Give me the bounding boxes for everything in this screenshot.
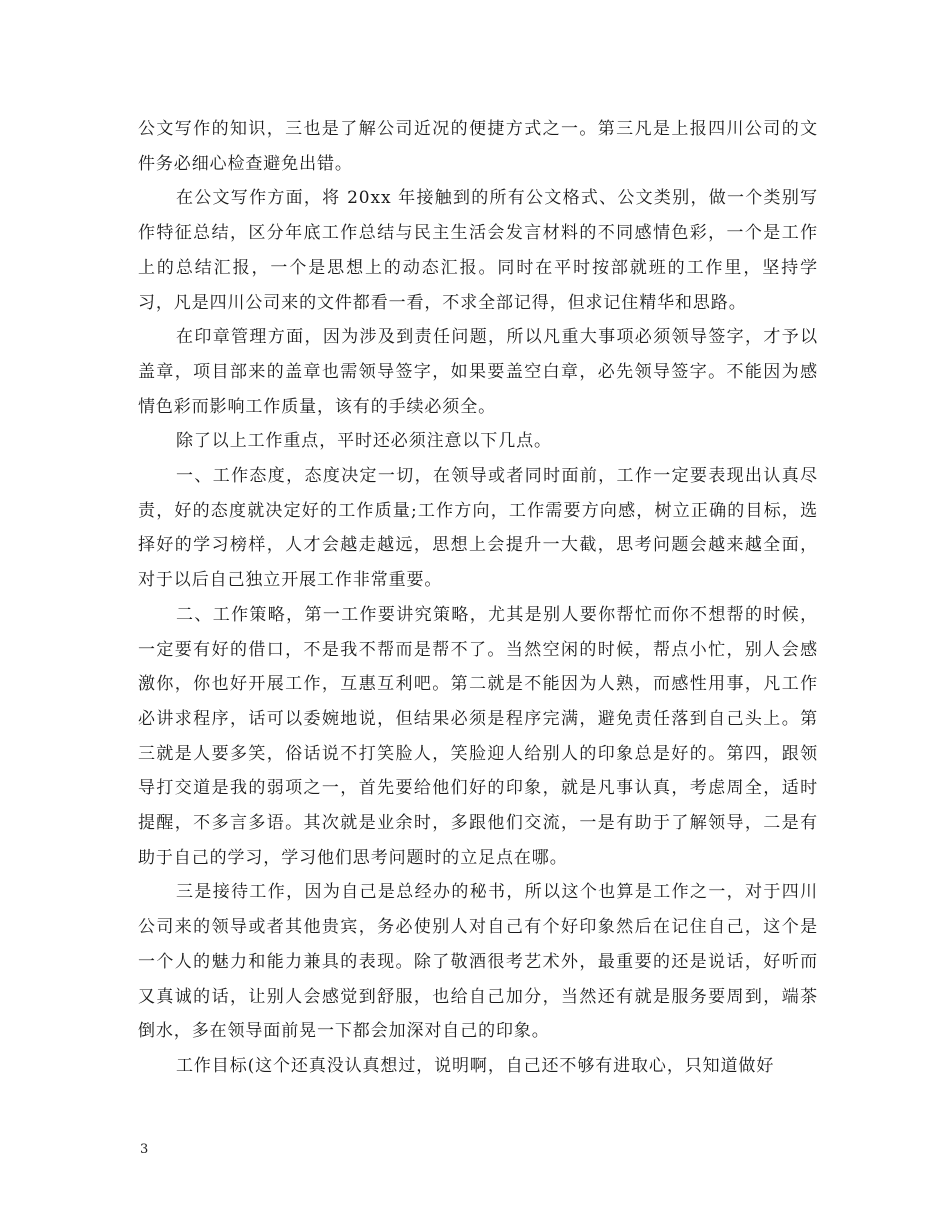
page-number: 3: [140, 1142, 149, 1157]
paragraph: 三是接待工作，因为自己是总经办的秘书，所以这个也算是工作之一，对于四川公司来的领导或者其他贵宾，务必使别人对自己有个好印象然后在记住自己，这个是一个人的魅力和能力兼具的表现。除了敬酒很考艺术外，最重要的还是说话，好听而又真诚的话，让别人会感觉到舒服，也给自己加分，当然还有就是服务要周到，端茶倒水，多在领导面前晃一下都会加深对自己的印象。: [138, 882, 818, 1042]
paragraph: 公文写作的知识，三也是了解公司近况的便捷方式之一。第三凡是上报四川公司的文件务必细心检查避免出错。: [138, 119, 818, 174]
paragraph: 在印章管理方面，因为涉及到责任问题，所以凡重大事项必须领导签字，才予以盖章，项目部来的盖章也需领导签字，如果要盖空白章，必先领导签字。不能因为感情色彩而影响工作质量，该有的手续必须全。: [138, 327, 818, 417]
paragraph: 在公文写作方面，将 20xx 年接触到的所有公文格式、公文类别，做一个类别写作特征总结，区分年底工作总结与民主生活会发言材料的不同感情色彩，一个是工作上的总结汇报，一个是思想上的动态汇报。同时在平时按部就班的工作里，坚持学习，凡是四川公司来的文件都看一看，不求全部记得，但求记住精华和思路。: [138, 188, 818, 313]
paragraph: 工作目标(这个还真没认真想过，说明啊，自己还不够有进取心，只知道做好: [176, 1055, 775, 1076]
paragraph: 二、工作策略，第一工作要讲究策略，尤其是别人要你帮忙而你不想帮的时候，一定要有好的借口，不是我不帮而是帮不了。当然空闲的时候，帮点小忙，别人会感激你，你也好开展工作，互惠互利吧。第二就是不能因为人熟，而感性用事，凡工作必讲求程序，话可以委婉地说，但结果必须是程序完满，避免责任落到自己头上。第三就是人要多笑，俗话说不打笑脸人，笑脸迎人给别人的印象总是好的。第四，跟领导打交道是我的弱项之一，首先要给他们好的印象，就是凡事认真，考虑周全，适时提醒，不多言多语。其次就是业余时，多跟他们交流，一是有助于了解领导，二是有助于自己的学习，学习他们思考问题时的立足点在哪。: [138, 604, 818, 868]
paragraph: 一、工作态度，态度决定一切，在领导或者同时面前，工作一定要表现出认真尽责，好的态度就决定好的工作质量;工作方向，工作需要方向感，树立正确的目标，选择好的学习榜样，人才会越走越远，思想上会提升一大截，思考问题会越来越全面，对于以后自己独立开展工作非常重要。: [138, 466, 818, 591]
document-body: [138, 112, 818, 1084]
paragraph: 除了以上工作重点，平时还必须注意以下几点。: [176, 431, 552, 452]
